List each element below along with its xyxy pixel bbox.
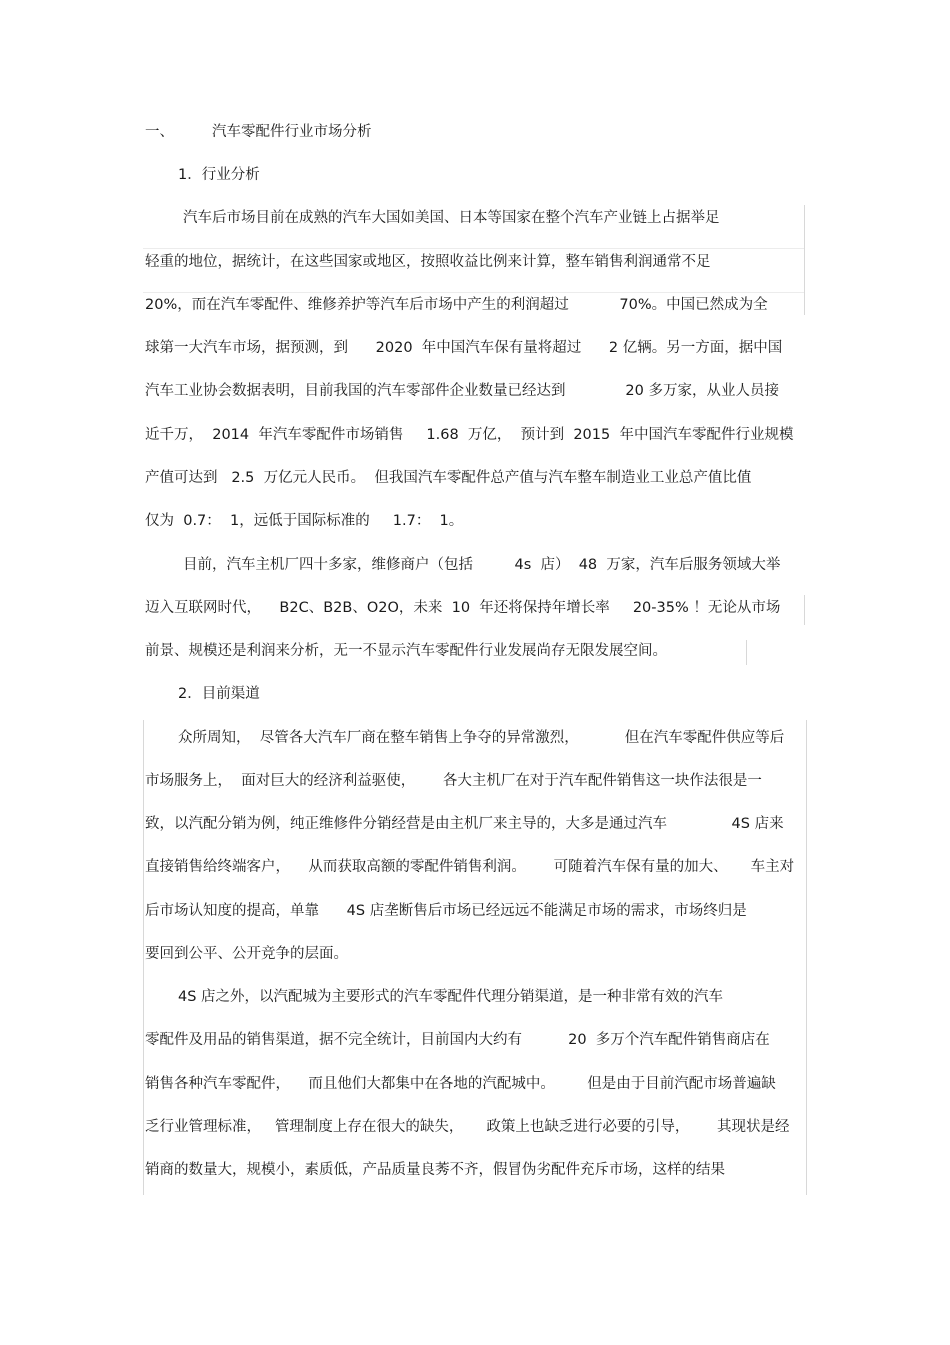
paragraph-line: 汽车后市场目前在成熟的汽车大国如美国、日本等国家在整个汽车产业链上占据举足 [183, 210, 720, 226]
section-heading-industry-analysis: 1．行业分析 [178, 167, 260, 183]
paragraph-line: 市场服务上， 面对巨大的经济利益驱使， 各大主机厂在对于汽车配件销售这一块作法很是一 [145, 773, 762, 789]
paragraph-line: 迈入互联网时代， B2C、B2B、O2O，未来 10 年还将保持年增长率 20-35% ！无论从市场 [145, 600, 781, 616]
paragraph-line: 销商的数量大，规模小，素质低，产品质量良莠不齐，假冒伪劣配件充斥市场，这样的结果 [145, 1162, 725, 1178]
paragraph-line: 近千万， 2014 年汽车零配件市场销售 1.68 万亿， 预计到 2015 年中国汽车零配件行业规模 [145, 427, 794, 443]
paragraph-line: 20%，而在汽车零配件、维修养护等汽车后市场中产生的利润超过 70%。中国已然成为全 [145, 297, 768, 313]
paragraph-line: 目前，汽车主机厂四十多家，维修商户（包括 4s 店） 48 万家，汽车后服务领域大举 [183, 557, 781, 573]
scan-rule-horizontal [143, 248, 804, 249]
paragraph-line: 4S 店之外，以汽配城为主要形式的汽车零配件代理分销渠道，是一种非常有效的汽车 [178, 989, 724, 1005]
paragraph-line: 致，以汽配分销为例，纯正维修件分销经营是由主机厂来主导的，大多是通过汽车 4S 店来 [145, 816, 784, 832]
paragraph-line: 乏行业管理标准， 管理制度上存在很大的缺失， 政策上也缺乏进行必要的引导， 其现状是经 [145, 1119, 790, 1135]
paragraph-line: 零配件及用品的销售渠道，据不完全统计，目前国内大约有 20 多万个汽车配件销售商店在 [145, 1032, 770, 1048]
paragraph-line: 球第一大汽车市场，据预测，到 2020 年中国汽车保有量将超过 2 亿辆。另一方面，据中国 [145, 340, 783, 356]
scan-rule-left-1 [143, 720, 144, 1195]
scan-rule-right-4 [806, 720, 807, 1195]
paragraph-line: 直接销售给终端客户， 从而获取高额的零配件销售利润。 可随着汽车保有量的加大、 车主对 [145, 859, 795, 875]
scan-rule-right-1 [804, 205, 805, 315]
paragraph-line: 众所周知， 尽管各大汽车厂商在整车销售上争夺的异常激烈， 但在汽车零配件供应等后 [178, 730, 785, 746]
section-heading-current-channels: 2．目前渠道 [178, 686, 260, 702]
paragraph-line: 前景、规模还是利润来分析，无一不显示汽车零配件行业发展尚存无限发展空间。 [145, 643, 667, 659]
scan-rule-right-3 [746, 640, 747, 665]
page-title: 汽车零配件行业市场分析 [212, 124, 372, 140]
paragraph-line: 轻重的地位，据统计，在这些国家或地区，按照收益比例来计算，整车销售利润通常不足 [145, 254, 711, 270]
scan-rule-right-2 [804, 595, 805, 625]
paragraph-line: 后市场认知度的提高，单靠 4S 店垄断售后市场已经远远不能满足市场的需求，市场终归是 [145, 903, 747, 919]
paragraph-line: 汽车工业协会数据表明，目前我国的汽车零部件企业数量已经达到 20 多万家，从业人员接 [145, 383, 779, 399]
paragraph-line: 销售各种汽车零配件， 而且他们大都集中在各地的汽配城中。 但是由于目前汽配市场普遍缺 [145, 1076, 776, 1092]
paragraph-line: 仅为 0.7： 1，远低于国际标准的 1.7： 1。 [145, 513, 464, 529]
paragraph-line: 要回到公平、公开竞争的层面。 [145, 946, 348, 962]
heading-number: 一、 [145, 124, 174, 140]
scan-rule-horizontal-2 [143, 292, 804, 293]
paragraph-line: 产值可达到 2.5 万亿元人民币。 但我国汽车零配件总产值与汽车整车制造业工业总产值比值 [145, 470, 752, 486]
